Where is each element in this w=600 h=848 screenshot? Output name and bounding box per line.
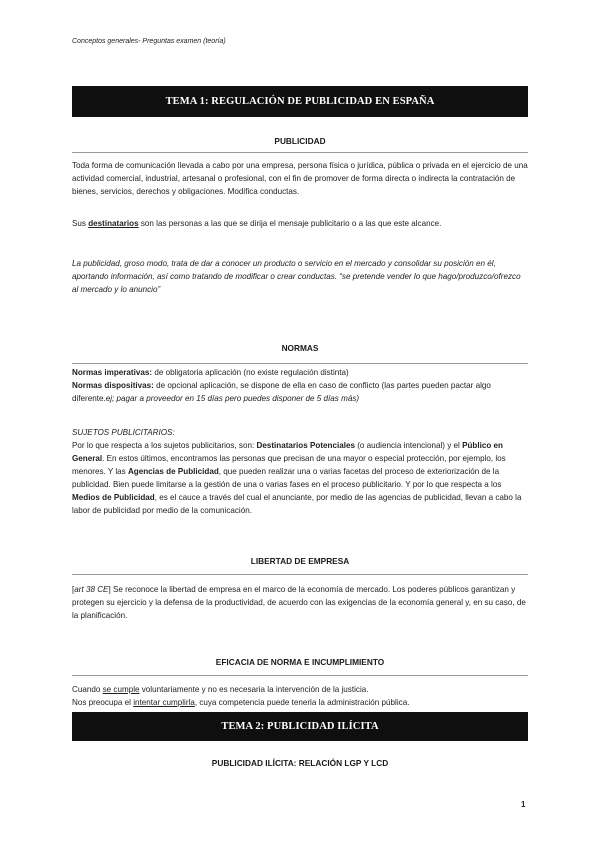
page-number: 1 <box>521 800 526 809</box>
eficacia-se-cumple: se cumple <box>102 685 140 694</box>
eficacia-intentar-cumplirla: intentar cumplirla <box>133 698 195 707</box>
libertad-paragraph <box>72 583 528 622</box>
sujetos-text-5: , es el cauce a través del cual el anunciante, por medio de las agencias de publicidad, llevan a cabo la labor de publicidad por medio de la comunicación. <box>72 493 522 515</box>
publicidad-ilicita-heading: PUBLICIDAD ILÍCITA: RELACIÓN LGP Y LCD <box>211 758 389 768</box>
eficacia-l1-post: voluntariamente y no es necesaria la intervención de la justicia. <box>139 685 369 694</box>
libertad-open-bracket: [ <box>72 585 75 594</box>
destinatarios-paragraph <box>72 217 528 230</box>
normas-dispositivas-term: Normas dispositivas: <box>72 381 154 390</box>
destinatarios-term: destinatarios <box>88 219 139 228</box>
tema-2-banner: TEMA 2: PUBLICIDAD ILÍCITA <box>72 712 528 741</box>
normas-rule <box>72 363 528 364</box>
eficacia-paragraph <box>72 683 528 709</box>
normas-dispositivas-example: ej; pagar a proveedor en 15 días pero puedes disponer de 5 días más) <box>105 394 360 403</box>
eficacia-l2-post: , cuya competencia puede tenerla la administración pública. <box>194 698 410 707</box>
eficacia-heading: EFICACIA DE NORMA E INCUMPLIMIENTO <box>215 657 385 667</box>
sujetos-text-3: . En estos últimos, encontramos las personas que precisan de una mayor o especial protección, por ejemplo, los menores. Y las <box>72 454 506 476</box>
normas-dispositivas-text: de opcional aplicación, se dispone de ella en caso de conflicto (las partes pueden pactar algo diferente. <box>72 381 491 403</box>
sujetos-term-destinatarios: Destinatarios Potenciales <box>256 441 355 450</box>
sujetos-term-medios: Medios de Publicidad <box>72 493 155 502</box>
publicidad-definition: Toda forma de comunicación llevada a cabo por una empresa, persona física o jurídica, pública o privada en el ejercicio de una actividad comercial, industrial, artesanal o profesional, con el fin de promover de forma directa o indirecta la contratación de bienes, servicios, derechos y obligaciones. Modifica conductas. <box>72 161 528 196</box>
sujetos-text-4: , que pueden realizar una o varias facetas del proceso de exteriorización de la publicidad. Bien puede limitarse a la gestión de una o varias fases en el proceso publicitario. Y por lo que respecta a los <box>72 467 502 489</box>
libertad-reference: art 38 CE <box>74 585 109 594</box>
eficacia-rule <box>72 675 528 676</box>
sujetos-term-agencias: Agencias de Publicidad <box>127 467 219 476</box>
normas-imperativas-text: de obligatoria aplicación (no existe regulación distinta) <box>152 368 349 377</box>
libertad-text: ] Se reconoce la libertad de empresa en el marco de la economía de mercado. Los poderes públicos garantizan y protegen su ejercicio y la defensa de la productividad, de acuerdo con las exigencias de la economía general y, en su caso, de la planificación. <box>72 585 526 620</box>
normas-heading: NORMAS <box>281 343 319 353</box>
normas-paragraph <box>72 366 528 405</box>
sujetos-text-2: (o audiencia intencional) y el <box>354 441 463 450</box>
dest-pre: Sus <box>72 219 89 228</box>
sujetos-paragraph <box>72 439 528 517</box>
document-header-note: Conceptos generales- Preguntas examen (teoría) <box>72 38 226 45</box>
publicidad-heading: PUBLICIDAD <box>274 136 326 146</box>
publicidad-note: La publicidad, groso modo, trata de dar a conocer un producto o servicio en el mercado y consolidar su posición en él, aportando información, así como tratando de modificar o crear conductas. “se pretende vender lo que hago/produzco/ofrezco al mercado y lo anuncio” <box>72 259 521 294</box>
sujetos-term-publico: Público en General <box>72 441 504 463</box>
eficacia-l2-pre: Nos preocupa el <box>72 698 134 707</box>
libertad-heading: LIBERTAD DE EMPRESA <box>250 556 350 566</box>
normas-imperativas-term: Normas imperativas: <box>72 368 153 377</box>
libertad-rule <box>72 574 528 575</box>
publicidad-rule <box>72 152 528 153</box>
eficacia-l1-pre: Cuando <box>72 685 103 694</box>
tema-1-banner: TEMA 1: REGULACIÓN DE PUBLICIDAD EN ESPAÑA <box>72 86 528 117</box>
dest-post: son las personas a las que se dirija el mensaje publicitario o a las que este alcance. <box>138 219 442 228</box>
sujetos-label: SUJETOS PUBLICITARIOS: <box>72 428 175 437</box>
sujetos-text-1: Por lo que respecta a los sujetos publicitarios, son: <box>72 441 257 450</box>
